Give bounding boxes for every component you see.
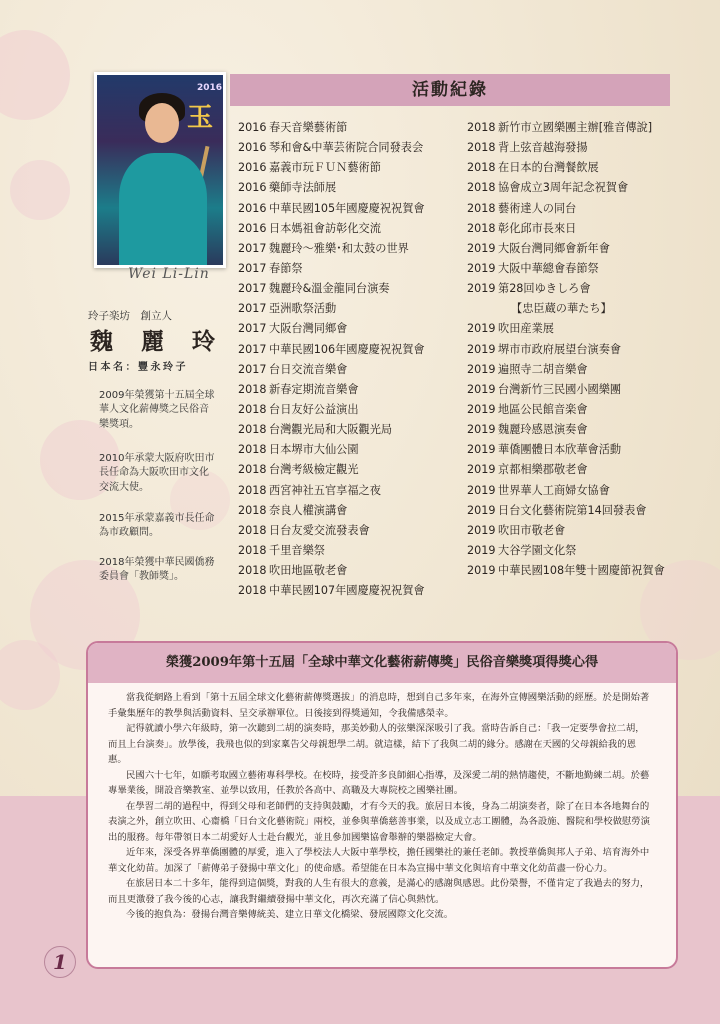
activity-event: 大阪中華總會春節祭	[498, 261, 599, 275]
activity-year: 2018	[238, 463, 267, 477]
activity-event: 西宮神社五官享福之夜	[269, 483, 381, 497]
activity-item	[467, 420, 665, 440]
activity-year: 2019	[467, 503, 496, 517]
activity-year: 2017	[238, 342, 267, 356]
activity-item	[467, 521, 665, 541]
activity-year: 2019	[467, 564, 496, 578]
activity-item	[467, 319, 665, 339]
activity-event: 魏麗玲感恩演奏會	[498, 423, 588, 437]
activity-event: 背上弦音越海發揚	[498, 141, 588, 155]
activity-item	[238, 340, 425, 360]
essay-paragraph: 記得就讀小學六年級時，第一次聽到二胡的演奏時，那美妙動人的弦樂深深吸引了我。當時告訴自己：「我一定要學會拉二胡，而且上台演奏」。放學後，我飛也似的到家稟告父母親想學二胡。就這樣，結下了我與二胡的緣分。感謝在天國的父母親給我的恩惠。	[108, 723, 645, 765]
activity-year: 2018	[467, 121, 496, 134]
activity-item	[238, 178, 425, 198]
activity-item	[467, 199, 665, 219]
activity-year: 2017	[238, 282, 267, 296]
activity-year: 2017	[238, 302, 267, 316]
signature: Wei Li-Lin	[128, 266, 210, 282]
activity-year: 2018	[238, 402, 267, 416]
activity-year: 2019	[467, 342, 496, 356]
activity-item	[467, 360, 665, 380]
activity-year: 2019	[467, 241, 496, 255]
activity-item	[238, 299, 425, 319]
activity-item	[238, 360, 425, 380]
activity-item	[238, 420, 425, 440]
activity-event: 協會成立3周年記念祝賀會	[498, 181, 629, 195]
activity-event: 京都相樂郡敬老會	[498, 463, 588, 477]
activity-event: 台灣新竹三民國小國樂團	[498, 382, 622, 396]
activity-year: 2019	[467, 362, 496, 376]
activity-item	[467, 279, 665, 299]
activity-year: 2018	[467, 161, 496, 175]
activity-year: 2018	[467, 141, 496, 155]
activity-item	[238, 319, 425, 339]
activity-item	[238, 440, 425, 460]
activity-item	[238, 481, 425, 501]
activity-event: 第28回ゆきしろ會	[498, 282, 591, 296]
activity-item	[467, 178, 665, 198]
activities-list-left	[238, 118, 425, 601]
essay-paragraph: 民國六十七年，如願考取國立藝術專科學校。在校時，接受許多良師細心指導，及深愛二胡的熱情趨使，不斷地勤練二胡。於藝專畢業後，開設音樂教室、並學以致用，任教於各高中、高職及大專院校之國樂社團。	[108, 769, 650, 796]
activity-year: 2019	[467, 543, 496, 557]
activity-year: 2019	[467, 282, 496, 296]
activity-year: 2016	[238, 201, 267, 215]
activity-item	[467, 400, 665, 420]
activity-event: 華僑團體日本欣華會活動	[498, 443, 622, 457]
activity-item	[467, 219, 665, 239]
activity-event: 中華民國105年國慶慶祝祝賀會	[269, 201, 425, 215]
activity-event: 堺市市政府展望台演奏會	[498, 342, 622, 356]
activity-item	[467, 440, 665, 460]
activity-year: 2019	[467, 523, 496, 537]
photo-backdrop-text: 2016	[197, 83, 223, 93]
activity-year: 2018	[238, 503, 267, 517]
activity-event: 世界華人工商婦女協會	[498, 483, 610, 497]
activity-year: 2018	[238, 523, 267, 537]
essay-body	[88, 683, 676, 923]
activity-year: 2016	[238, 181, 267, 195]
essay-box	[86, 641, 678, 969]
activity-year: 2018	[238, 483, 267, 497]
cherry-blossom-decoration	[10, 160, 70, 220]
activity-event: 春節祭	[269, 261, 303, 275]
activity-item	[238, 501, 425, 521]
activity-event: 台灣觀光局和大阪觀光局	[269, 423, 393, 437]
activity-event: 台日友好公益演出	[269, 402, 359, 416]
activity-event: 奈良人權演講會	[269, 503, 348, 517]
essay-paragraph: 在學習二胡的過程中，得到父母和老師們的支持與鼓勵，才有今天的我。旅居日本後，身為二胡演奏者，除了在日本各地舞台的表演之外，創立吹田、心齋橋「日台文化藝術院」兩校，並參與華僑慈善事業，以及成立志工團體，為各設施、醫院和學校做慰勞演出的服務。每年帶領日本二胡愛好人士赴台觀光，並且參加國樂協會舉辦的樂器檢定大會。	[108, 800, 650, 843]
activity-event: 中華民國106年國慶慶祝祝賀會	[269, 342, 425, 356]
activity-event: 琴和會&中華芸術院合同發表会	[269, 141, 424, 155]
activity-item	[467, 380, 665, 400]
activity-event: 日台友愛交流發表會	[269, 523, 370, 537]
activity-year: 2018	[238, 443, 267, 457]
activity-item	[238, 199, 425, 219]
activity-year: 2018	[467, 221, 496, 235]
activity-event: 大阪台灣同鄉會新年會	[498, 241, 610, 255]
essay-title: 榮獲2009年第十五屆「全球中華文化藝術薪傳獎」民俗音樂獎項得獎心得	[88, 643, 676, 683]
profile-japanese-name: 日本名：豐永玲子	[88, 362, 188, 373]
activity-year: 2016	[238, 161, 267, 175]
activity-event: 魏麗玲～雅樂･和太鼓の世界	[269, 241, 409, 255]
activity-year: 2019	[467, 322, 496, 336]
activity-item	[238, 561, 425, 581]
activity-item	[467, 460, 665, 480]
activity-event: 大阪台灣同鄉會	[269, 322, 348, 336]
activity-event: 【忠臣蔵の華たち】	[511, 302, 612, 316]
activity-item	[238, 380, 425, 400]
activity-year: 2018	[238, 564, 267, 578]
bio-paragraph: 2015年承蒙嘉義市長任命為市政顧問。	[99, 513, 215, 539]
activity-event: 日台文化藝術院第14回發表會	[498, 503, 647, 517]
activity-item	[467, 118, 665, 138]
activity-event: 藝術達人の同台	[498, 201, 577, 215]
portrait-photo	[94, 72, 226, 268]
activity-year: 2017	[238, 322, 267, 336]
activity-item	[467, 299, 665, 319]
activity-item	[467, 138, 665, 158]
activity-year: 2019	[467, 423, 496, 437]
performer-face	[145, 103, 179, 143]
activity-item	[238, 581, 425, 601]
photo-backdrop-logo: 玉	[187, 103, 214, 133]
activity-item	[467, 501, 665, 521]
activity-item	[238, 279, 425, 299]
activity-event: 魏麗玲&溫金龍同台演奏	[269, 282, 390, 296]
activity-item	[467, 239, 665, 259]
activity-year: 2019	[467, 261, 496, 275]
activity-event: 日本堺市大仙公園	[269, 443, 359, 457]
activity-event: 遍照寺二胡音樂會	[498, 362, 588, 376]
activity-event: 日本媽祖會訪彰化交流	[269, 221, 381, 235]
activity-item	[238, 118, 425, 138]
activity-year: 2019	[467, 382, 496, 396]
activities-list-right	[467, 118, 665, 581]
activity-year: 2018	[238, 423, 267, 437]
activity-year: 2016	[238, 221, 267, 235]
activity-event: 千里音樂祭	[269, 543, 325, 557]
activity-year: 2019	[467, 463, 496, 477]
activity-event: 台日交流音樂會	[269, 362, 348, 376]
bio-paragraph: 2010年承蒙大阪府吹田市長任命為大阪吹田市文化交流大使。	[99, 453, 215, 493]
activity-year: 2019	[467, 402, 496, 416]
activity-item	[238, 521, 425, 541]
profile-name: 魏 麗 玲	[90, 328, 226, 355]
bio-paragraph: 2018年榮獲中華民國僑務委員會「教師獎」。	[99, 557, 215, 583]
activity-event: 藥師寺法師展	[269, 181, 337, 195]
activity-item	[467, 541, 665, 561]
activity-event: 在日本的台灣餐飲展	[498, 161, 599, 175]
activity-item	[238, 541, 425, 561]
activity-item	[238, 259, 425, 279]
activity-item	[238, 460, 425, 480]
activity-year: 2017	[238, 261, 267, 275]
activity-item	[238, 219, 425, 239]
activity-event: 亞洲歌祭活動	[269, 302, 337, 316]
activity-year: 2017	[238, 362, 267, 376]
activity-year: 2018	[238, 382, 267, 396]
activity-event: 中華民國108年雙十國慶節祝賀會	[498, 564, 665, 578]
activity-event: 地區公民館音楽會	[498, 402, 588, 416]
activity-event: 新竹市立國樂團主辦[雅音傳說]	[498, 121, 653, 134]
bio-paragraph: 2009年榮獲第十五屆全球華人文化薪傳獎之民俗音樂獎項。	[99, 390, 215, 430]
activity-item	[467, 340, 665, 360]
essay-paragraph: 當我從網路上看到「第十五屆全球文化藝術薪傳獎選拔」的消息時，想到自己多年來，在海外宣傳國樂活動的經歷。於是開始著手彙集歷年的教學與活動資料、呈交承辦單位。日後接到得獎通知，令我備感榮幸。	[108, 692, 650, 719]
activity-event: 中華民國107年國慶慶祝祝賀會	[269, 584, 425, 598]
activity-event: 吹田産業展	[498, 322, 554, 336]
page-number: 1	[44, 946, 76, 978]
activity-event: 嘉義市玩ＦＵＮ藝術節	[269, 161, 381, 175]
activity-item	[238, 400, 425, 420]
activity-item	[467, 561, 665, 581]
activities-title: 活動紀錄	[412, 80, 488, 100]
activity-item	[238, 138, 425, 158]
essay-paragraph: 在旅居日本二十多年，能得到這個獎，對我的人生有很大的意義，是滿心的感謝與感恩。此份榮譽，不僅肯定了我過去的努力，而且更激發了我今後的心志，讓我對繼續發揚中華文化，再次充滿了信心與熱忱。	[108, 878, 650, 905]
activity-year: 2018	[467, 201, 496, 215]
activity-event: 春天音樂藝術節	[269, 121, 348, 134]
activity-year: 2018	[238, 543, 267, 557]
activity-item	[467, 481, 665, 501]
activity-event: 吹田市敬老會	[498, 523, 566, 537]
activity-item	[467, 259, 665, 279]
activity-year: 2018	[238, 584, 267, 598]
essay-paragraph: 近年來，深受各界華僑團體的厚愛，進入了學校法人大阪中華學校，擔任國樂社的兼任老師。教授華僑與邦人子弟、培育海外中華文化幼苗。加深了「薪傳弟子發揚中華文化」的使命感。希望能在日本為宣揚中華文化與培育中華文化幼苗盡一份心力。	[108, 847, 650, 874]
profile-role: 玲子楽坊 創立人	[88, 310, 172, 322]
activity-year: 2019	[467, 443, 496, 457]
activity-year: 2019	[467, 483, 496, 497]
activity-event: 台灣考級檢定觀光	[269, 463, 359, 477]
activity-item	[467, 158, 665, 178]
activity-year: 2016	[238, 121, 267, 134]
activity-year: 2017	[238, 241, 267, 255]
activity-event: 吹田地區敬老會	[269, 564, 348, 578]
activity-event: 彰化邱市長來日	[498, 221, 577, 235]
activities-title-bar	[230, 74, 670, 106]
essay-paragraph: 今後的抱負為：發揚台灣音樂傳統美、建立日華文化橋梁、發展國際文化交流。	[126, 909, 454, 920]
activity-item	[238, 158, 425, 178]
activity-year: 2018	[467, 181, 496, 195]
activity-year: 2016	[238, 141, 267, 155]
activity-item	[238, 239, 425, 259]
performer-dress	[119, 153, 207, 265]
activity-event: 新春定期流音樂會	[269, 382, 359, 396]
activity-event: 大谷学園文化祭	[498, 543, 577, 557]
